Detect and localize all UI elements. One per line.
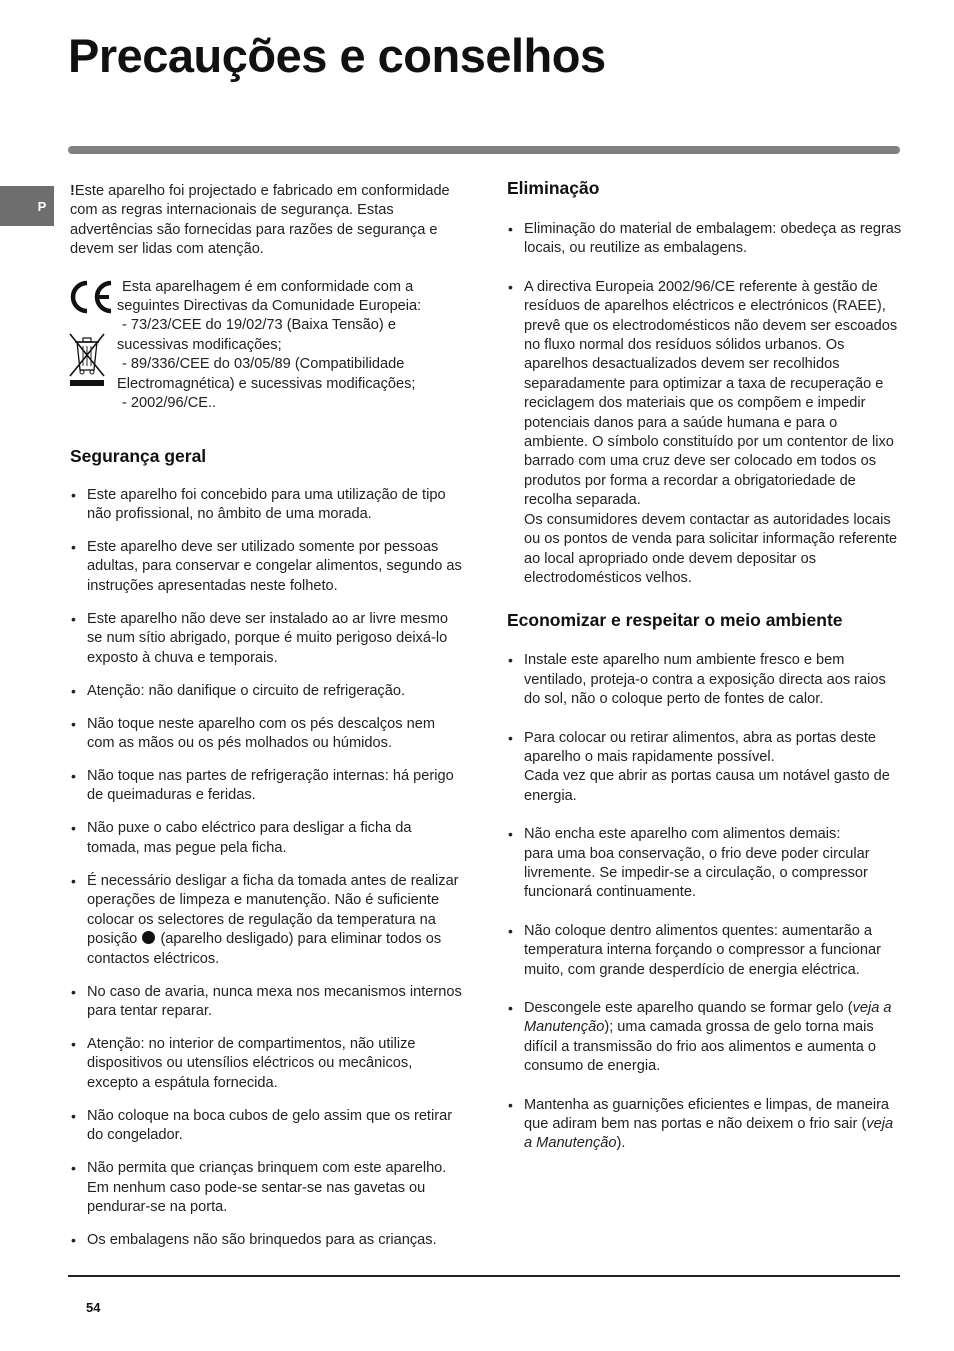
- economy-item-text: • Para colocar ou retirar alimentos, abra as portas deste aparelho o mais rapidamente possível.: [524, 729, 877, 765]
- header-divider: [68, 146, 900, 154]
- safety-item: • Não toque nas partes de refrigeração internas: há perigo de queimaduras e feridas.: [70, 767, 465, 806]
- unplug-text-after: (aparelho desligado) para eliminar todos os contactos eléctricos.: [87, 931, 442, 967]
- off-position-icon: [142, 931, 155, 944]
- safety-item: • Não coloque na boca cubos de gelo assim que os retirar do congelador.: [70, 1107, 465, 1146]
- safety-item: • Este aparelho foi concebido para uma utilização de tipo não profissional, no âmbito de uma morada.: [70, 486, 465, 525]
- economy-item: • Instale este aparelho num ambiente fresco e bem ventilado, proteja-o contra a exposição directa aos raios do sol, não o coloque perto de fontes de calor.: [507, 651, 902, 709]
- language-tab: [0, 186, 54, 226]
- ce-line-2: - 73/23/CEE do 19/02/73 (Baixa Tensão) e sucessivas modificações;: [117, 317, 396, 353]
- warning-mark: !: [70, 183, 75, 199]
- economy-item: [507, 1096, 902, 1154]
- page-number: 54: [86, 1300, 101, 1315]
- intro-body: Este aparelho foi projectado e fabricado em conformidade com as regras internacionais de segurança. Estas advertências são fornecidas para razões de segurança e devem ser lidas com atenção.: [70, 183, 450, 258]
- economy-item: [507, 825, 902, 903]
- economy-item-text: Descongele este aparelho quando se formar gelo (: [524, 1000, 853, 1016]
- disposal-weee-contact: Os consumidores devem contactar as autoridades locais ou os pontos de venda para solicitar informação referente ao local apropriado onde devem depositar os electrodomésticos velhos.: [524, 511, 898, 586]
- ce-line-4: - 2002/96/CE..: [122, 395, 217, 412]
- economy-item-text: para uma boa conservação, o frio deve poder circular livremente. Se impedir-se a circulação, o compressor funcionará continuamente.: [524, 845, 870, 901]
- safety-item: • Não puxe o cabo eléctrico para desligar a ficha da tomada, mas pegue pela ficha.: [70, 819, 465, 858]
- safety-item: • Não permita que crianças brinquem com este aparelho. Em nenhum caso pode-se sentar-se nas gavetas ou pendurar-se na porta.: [70, 1159, 465, 1217]
- page-title: Precauções e conselhos: [68, 29, 606, 82]
- intro-text: [70, 182, 465, 260]
- safety-item: • Este aparelho deve ser utilizado somente por pessoas adultas, para conservar e congelar alimentos, segundo as instruções apresentadas neste folheto.: [70, 538, 465, 596]
- economy-item-text: ); uma camada grossa de gelo torna mais difícil a transmissão do frio aos alimentos e aumenta o consumo de energia.: [524, 1019, 877, 1075]
- footer-divider: [68, 1275, 900, 1277]
- crossed-bin-icon: [68, 332, 106, 388]
- ce-line-3: - 89/336/CEE do 03/05/89 (Compatibilidade Electromagnética) e sucessivas modificações;: [117, 356, 416, 392]
- disposal-item-weee: [507, 278, 902, 589]
- safety-list: [70, 486, 465, 1251]
- maintenance-reference: veja a Manutenção: [524, 1116, 894, 1152]
- disposal-list: [507, 220, 902, 588]
- safety-item: • Atenção: no interior de compartimentos, não utilize dispositivos ou utensílios eléctricos ou mecânicos, excepto a espátula fornecida.: [70, 1035, 465, 1093]
- disposal-weee-text: • A directiva Europeia 2002/96/CE referente à gestão de resíduos de aparelhos eléctricos e electrónicos (RAEE), prevê que os electrodomésticos não devem ser escoados no fluxo normal dos resíduos sólidos urbanos. Os aparelhos desactualizados devem ser recolhidos separadamente para optimizar a taxa de recuperação e reciclagem dos materiais que os compõem e impedir potenciais danos para a saúde humana e para o ambiente. O símbolo constituído por um contentor de lixo barrado com uma cruz deve ser colocado em todos os produtos por forma a recordar a obrigatoriedade de recolha separada.: [524, 278, 898, 509]
- ce-mark-icon: [68, 278, 116, 316]
- economy-list: [507, 651, 902, 1154]
- section-heading-disposal: Eliminação: [507, 178, 600, 198]
- safety-item: • Atenção: não danifique o circuito de refrigeração.: [70, 682, 465, 701]
- economy-item-text: Cada vez que abrir as portas causa um notável gasto de energia.: [524, 768, 890, 804]
- section-heading-economy: Economizar e respeitar o meio ambiente: [507, 610, 843, 631]
- economy-item-text: • Não encha este aparelho com alimentos demais:: [524, 826, 841, 843]
- section-heading-safety: Segurança geral: [70, 445, 207, 466]
- ce-compliance-block: [70, 278, 465, 412]
- safety-item-unplug: [70, 872, 465, 969]
- economy-item-text: Mantenha as guarnições eficientes e limpas, de maneira que adiram bem nas portas e não deixem o frio sair (: [524, 1096, 890, 1133]
- intro-paragraph: [70, 182, 465, 260]
- economy-item: • Não coloque dentro alimentos quentes: aumentarão a temperatura interna forçando o compressor a funcionar muito, com grande desperdício de energia eléctrica.: [507, 922, 902, 980]
- economy-item: [507, 999, 902, 1077]
- right-column: [507, 178, 902, 1173]
- economy-item-text: ).: [616, 1135, 626, 1152]
- unplug-text-before: É necessário desligar a ficha da tomada antes de realizar operações de limpeza e manutenção. Não é suficiente colocar os selectores de regulação da temperatura na posição: [87, 872, 459, 948]
- safety-item: • Os embalagens não são brinquedos para as crianças.: [70, 1231, 465, 1250]
- safety-item: • No caso de avaria, nunca mexa nos mecanismos internos para tentar reparar.: [70, 983, 465, 1022]
- ce-line-1: Esta aparelhagem é em conformidade com a seguintes Directivas da Comunidade Europeia:: [117, 278, 422, 315]
- language-tab-label: P: [37, 198, 47, 214]
- safety-item: • Não toque neste aparelho com os pés descalços nem com as mãos ou os pés molhados ou húmidos.: [70, 715, 465, 754]
- safety-item: • Este aparelho não deve ser instalado ao ar livre mesmo se num sítio abrigado, porque é muito perigoso deixá-lo exposto à chuva e temporais.: [70, 610, 465, 668]
- ce-directives-text: [117, 278, 467, 414]
- left-column: [70, 182, 465, 1264]
- maintenance-reference: veja a Manutenção: [524, 1000, 892, 1036]
- economy-item: [507, 729, 902, 807]
- disposal-item: • Eliminação do material de embalagem: obedeça as regras locais, ou reutilize as embalagens.: [507, 220, 902, 259]
